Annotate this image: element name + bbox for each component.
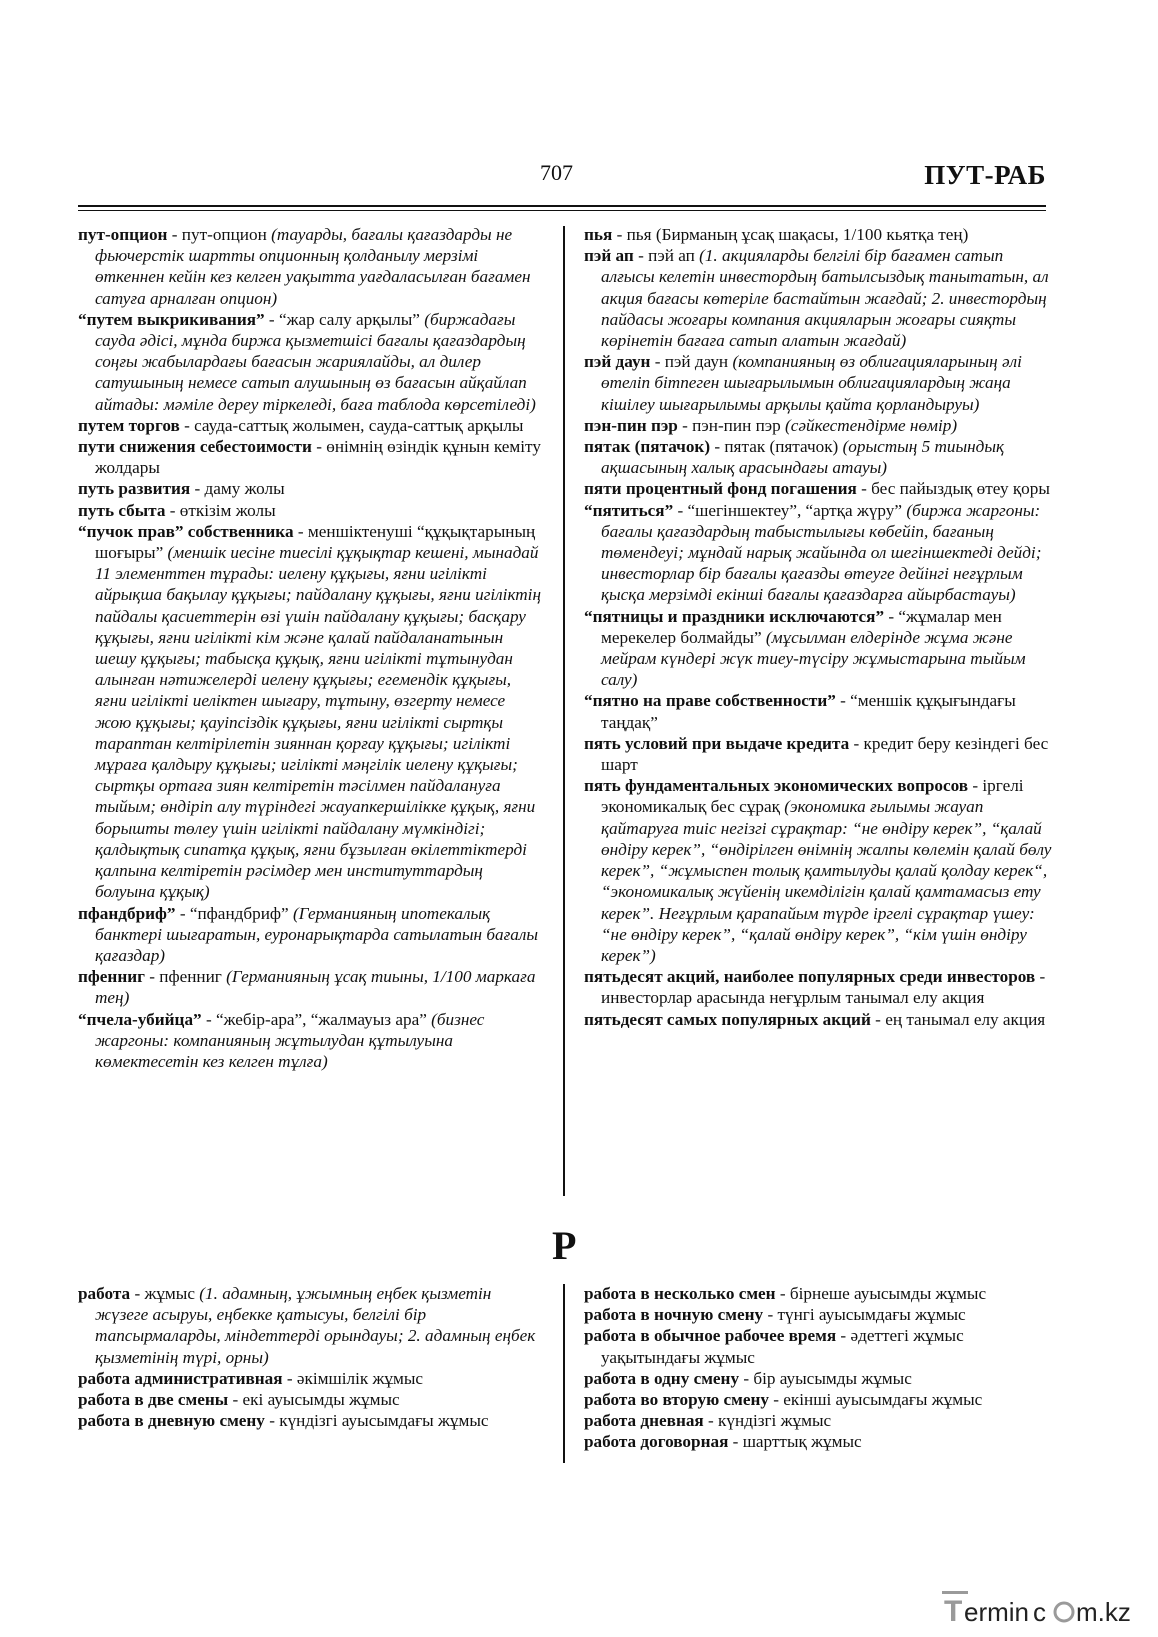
entry-headword: пятьдесят самых популярных акций xyxy=(584,1009,871,1029)
entry-headword: пять условий при выдаче кредита xyxy=(584,733,850,753)
entry-gloss: (сәйкестендірме нөмір) xyxy=(785,415,958,435)
entry-headword: “пятно на праве собственности” xyxy=(584,691,836,711)
entry-gloss: (орыстың 5 тиындық ақшасының халық арасындағы атауы) xyxy=(601,437,1005,478)
dictionary-entry xyxy=(78,500,543,521)
dictionary-entry xyxy=(78,1009,543,1073)
entry-headword: пэн-пин пэр xyxy=(584,415,678,435)
entry-gloss: (бизнес жаргоны: компанияның жұтылудан құтылуына көмектесетін кез келген тұлға) xyxy=(95,1009,485,1071)
dictionary-entry xyxy=(584,1283,1052,1304)
dictionary-entry xyxy=(78,1368,543,1389)
entry-headword: “пчела-убийца” xyxy=(78,1009,202,1029)
dictionary-entry xyxy=(584,351,1052,415)
entry-translation: - бес пайыздық өтеу қоры xyxy=(856,479,1050,499)
entry-headword: работа договорная xyxy=(584,1432,729,1452)
entry-translation: - “пфандбриф” xyxy=(175,903,293,923)
entry-translation: - пэн-пин пэр xyxy=(677,415,786,435)
entry-translation: - кредит беру кезіндегі бес шарт xyxy=(601,733,1049,775)
dictionary-entry xyxy=(584,775,1052,966)
logo-text-mkz: m.kz xyxy=(1076,1597,1131,1627)
entry-headword: пэй даун xyxy=(584,352,651,372)
entry-translation: - меншіктенуші “құқықтарының шоғыры” xyxy=(95,521,536,563)
logo-letter-t: T xyxy=(944,1595,963,1628)
dictionary-entry xyxy=(584,478,1052,499)
entry-translation: - даму жолы xyxy=(190,479,285,499)
entry-translation: - пут-опцион xyxy=(167,225,272,244)
entry-translation: - түнгі ауысымдағы жұмыс xyxy=(763,1305,966,1325)
section-letter: Р xyxy=(552,1223,577,1268)
entry-translation: - жұмыс xyxy=(130,1284,200,1303)
entry-translation: - өткізім жолы xyxy=(165,500,276,520)
column-divider-bottom xyxy=(563,1284,565,1463)
dictionary-entry xyxy=(78,415,543,436)
entry-headword: пути снижения себестоимости xyxy=(78,437,312,457)
entry-translation: - іргелі экономикалық бес сұрақ xyxy=(601,776,1024,817)
dictionary-entry xyxy=(584,436,1052,478)
entry-headword: путь сбыта xyxy=(78,500,166,520)
entry-translation: - екінші ауысымдағы жұмыс xyxy=(768,1390,983,1410)
dictionary-entry xyxy=(78,1283,543,1368)
entry-translation: - пятак (пятачок) xyxy=(710,437,843,457)
entry-gloss: (Германияның ұсақ тиыны, 1/100 маркаға тең) xyxy=(95,967,536,1008)
entry-headword: работа во вторую смену xyxy=(584,1390,769,1410)
column-right-bottom xyxy=(584,1283,1052,1453)
dictionary-entry xyxy=(78,309,543,415)
entry-gloss: (компанияның өз облигацияларының әлі өтеліп бітпеген шығарылымын облигациялардың жаңа кішілеу шығарылымы арқылы қайта қорландыруы) xyxy=(601,352,1022,414)
dictionary-entry xyxy=(78,1410,543,1431)
running-head: ПУТ-РАБ xyxy=(924,160,1046,190)
entry-headword: работа в ночную смену xyxy=(584,1305,764,1325)
entry-headword: “пятиться” xyxy=(584,500,674,520)
entry-headword: работа в одну смену xyxy=(584,1368,740,1388)
dictionary-entry xyxy=(78,478,543,499)
entry-headword: “путем выкрикивания” xyxy=(78,309,265,329)
dictionary-entry xyxy=(78,224,543,309)
page-number: 707 xyxy=(540,160,573,185)
entry-translation: - әдеттегі жұмыс уақытындағы жұмыс xyxy=(601,1326,964,1367)
column-divider-top xyxy=(563,226,565,1196)
entry-headword: работа административная xyxy=(78,1368,283,1388)
entry-gloss: (Германияның ипотекалық банктері шығаратын, еуронарықтарда сатылатын бағалы қағаздар) xyxy=(95,903,539,965)
entry-translation: - сауда-саттық жолымен, сауда-саттық арқылы xyxy=(179,415,524,435)
entry-translation: - “жұмалар мен мерекелер болмайды” xyxy=(601,606,1002,647)
logo-text-ermin: ermin xyxy=(964,1597,1030,1627)
column-right-top xyxy=(584,224,1052,1030)
dictionary-entry xyxy=(584,1410,1052,1431)
entry-translation: - пэй даун xyxy=(650,352,733,372)
entry-headword: работа в несколько смен xyxy=(584,1284,776,1303)
dictionary-entry xyxy=(584,1431,1052,1452)
dictionary-entry xyxy=(584,1325,1052,1367)
dictionary-entry xyxy=(584,224,1052,245)
dictionary-entry xyxy=(584,606,1052,691)
entry-translation: - бірнеше ауысымды жұмыс xyxy=(775,1284,987,1303)
entry-gloss: (биржадағы сауда әдісі, мұнда биржа қызметшісі бағалы қағаздардың соңғы жабылардағы бағасын жариялайды, ал дилер сатушының немесе сатып алушының өз бағасын айқайлап айтады: мәміле дереу тіркеледі, баға таблода көрсетіледі) xyxy=(95,309,536,414)
entry-headword: пяти процентный фонд погашения xyxy=(584,479,857,499)
entry-translation: - пфенниг xyxy=(144,967,227,987)
entry-headword: пфандбриф” xyxy=(78,903,176,923)
entry-headword: работа дневная xyxy=(584,1411,704,1431)
column-left-bottom xyxy=(78,1283,543,1431)
dictionary-entry xyxy=(584,966,1052,1008)
entry-headword: пут-опцион xyxy=(78,225,168,244)
entry-headword: пятьдесят акций, наиболее популярных среди инвесторов xyxy=(584,967,1036,987)
entry-headword: пфенниг xyxy=(78,967,145,987)
entry-headword: путем торгов xyxy=(78,415,180,435)
entry-headword: “пятницы и праздники исключаются” xyxy=(584,606,885,626)
entry-translation: - бір ауысымды жұмыс xyxy=(739,1368,912,1388)
entry-headword: пять фундаментальных экономических вопросов xyxy=(584,776,969,796)
entry-gloss: (1. акцияларды белгілі бір бағамен сатып алғысы келетін инвестордың батылсыздық танытатын, ал акция бағасы көтеріле бастайтын жағдай; 2. инвестордың пайдасы жоғары компания акцияларын жоғары сияқты көрінетін бағаға сатып алатын жағдай) xyxy=(601,246,1049,351)
entry-translation: - шарттық жұмыс xyxy=(728,1432,862,1452)
entry-gloss: (меншік иесіне тиесілі құқықтар кешені, мынадай 11 элементтен тұрады: иелену құқығы, яғни игілікті айрықша бақылау құқығы; пайдалану құқығы, яғни игіліктің пайдалы қасиеттерін өзі үшін пайдалану құқығы; басқару құқығы, яғни игілікті кім және қалай пайдаланатынын шешу құқығы; табысқа құқық, яғни игілікті тұтынудан алынған нәтижелерді иелену құқығы; егемендік құқығы, яғни игілікті иеліктен шығару, тұтыну, өзгерту немесе жою құқығы; қауіпсіздік құқығы, яғни игілікті сыртқы тараптан келтірілетін зияннан қорғау құқығы; игілікті мұраға қалдыру құқығы; игілікті мәңгілік иелену құқығы; сыртқы ортаға зиян келтіретін тәсілмен пайдалануға тыйым; өндіріп алу түріндегі жауапкершілікке құқық, яғни борышты төлеу үшін игілікті пайдалану мүмкіндігі; қалдықтық сипатқа құқық, яғни бұзылған өкілеттіктерді қалпына келтіретін рәсімдер мен институттардың болуына құқық) xyxy=(95,543,541,902)
entry-headword: работа в две смены xyxy=(78,1390,229,1410)
entry-translation: - “жебір-ара”, “жалмауыз ара” xyxy=(201,1009,432,1029)
dictionary-entry xyxy=(584,690,1052,732)
entry-headword: “пучок прав” собственника xyxy=(78,521,294,541)
logo-bar xyxy=(942,1591,968,1594)
entry-gloss: (1. адамның, ұжымның еңбек қызметін жүзеге асыруы, еңбекке қатысуы, белгілі бір тапсырмаларды, міндеттерді орындауы; 2. адамның еңбек қызметінің түрі, орны) xyxy=(95,1284,536,1367)
entry-translation: - инвесторлар арасында неғұрлым танымал елу акция xyxy=(601,967,1046,1008)
dictionary-entry xyxy=(584,415,1052,436)
entry-translation: - өнімнің өзіндік құнын кеміту жолдары xyxy=(95,437,541,478)
entry-translation: - ең танымал елу акция xyxy=(870,1009,1046,1029)
entry-translation: - күндізгі ауысымдағы жұмыс xyxy=(264,1411,489,1431)
entry-headword: работа в дневную смену xyxy=(78,1411,265,1431)
column-left-top xyxy=(78,224,543,1072)
entry-gloss: (экономика ғылымы жауап қайтаруға тиіс негізгі сұрақтар: “не өндіру керек”, “қалай өндіру керек”, “өндірілген өнімнің жалпы көлемін қалай бөлу керек”, “жұмыспен толық қамтылуды қалай қолдау керек“, “экономикалық жүйенің икемділігін қалай қамтамасыз ету керек”. Неғұрлым қарапайым түрде іргелі сұрақтар үшеу: “не өндіру керек”, “қалай өндіру керек”, “кім үшін өндіру керек”) xyxy=(601,797,1052,965)
entry-translation: - “меншік құқығындағы таңдақ” xyxy=(601,691,1016,732)
entry-headword: работа в обычное рабочее время xyxy=(584,1326,837,1346)
entry-gloss: (мұсылман елдерінде жұма және мейрам күндері жүк тиеу-түсіру жұмыстарына тыйым салу) xyxy=(601,627,1026,690)
entry-headword: работа xyxy=(78,1284,131,1303)
dictionary-entry xyxy=(78,436,543,478)
entry-headword: путь развития xyxy=(78,479,191,499)
entry-translation: - әкімшілік жұмыс xyxy=(282,1368,424,1388)
entry-translation: - күндізгі жұмыс xyxy=(703,1411,832,1431)
dictionary-entry xyxy=(584,500,1052,606)
dictionary-entry xyxy=(584,733,1052,775)
entry-translation: - пэй ап xyxy=(633,246,700,266)
dictionary-entry xyxy=(584,1304,1052,1325)
entry-headword: пэй ап xyxy=(584,246,634,266)
entry-translation: - пья (Бирманың ұсақ шақасы, 1/100 кьятқа тең) xyxy=(612,225,969,244)
logo-text-c: c xyxy=(1033,1597,1046,1627)
dictionary-entry xyxy=(78,1389,543,1410)
entry-gloss: (тауарды, бағалы қағаздарды не фьючерстік шартты опционның қолданылу мерзімі өткеннен кейін кез келген уақытта уағдаласылған бағамен сатуға арналған опцион) xyxy=(95,225,531,308)
entry-translation: - “шегіншектеу”, “артқа жүру” xyxy=(673,500,907,520)
header-rule-thin xyxy=(78,210,1046,211)
dictionary-entry xyxy=(584,1368,1052,1389)
entry-headword: пья xyxy=(584,225,613,244)
entry-headword: пятак (пятачок) xyxy=(584,437,711,457)
dictionary-entry xyxy=(584,1389,1052,1410)
entry-translation: - “жар салу арқылы” xyxy=(264,309,425,329)
entry-translation: - екі ауысымды жұмыс xyxy=(228,1390,400,1410)
dictionary-entry xyxy=(78,966,543,1008)
logo-circle-icon xyxy=(1055,1603,1073,1621)
dictionary-entry xyxy=(78,521,543,903)
entry-gloss: (биржа жаргоны: бағалы қағаздардың табыстылығы көбейіп, бағаның төмендеуі; мұндай нарық жайында ол шегіншектеді дейді; инвесторлар бір бағалы қағазды өтеуге дейінгі неғұрлым қысқа мерзімді екінші бағалы қағаздарға айырбастауы) xyxy=(601,500,1042,605)
dictionary-entry xyxy=(78,903,543,967)
termincom-logo[interactable] xyxy=(940,1585,1140,1629)
dictionary-entry xyxy=(584,1009,1052,1030)
header-rule-thick xyxy=(78,205,1046,207)
dictionary-entry xyxy=(584,245,1052,351)
